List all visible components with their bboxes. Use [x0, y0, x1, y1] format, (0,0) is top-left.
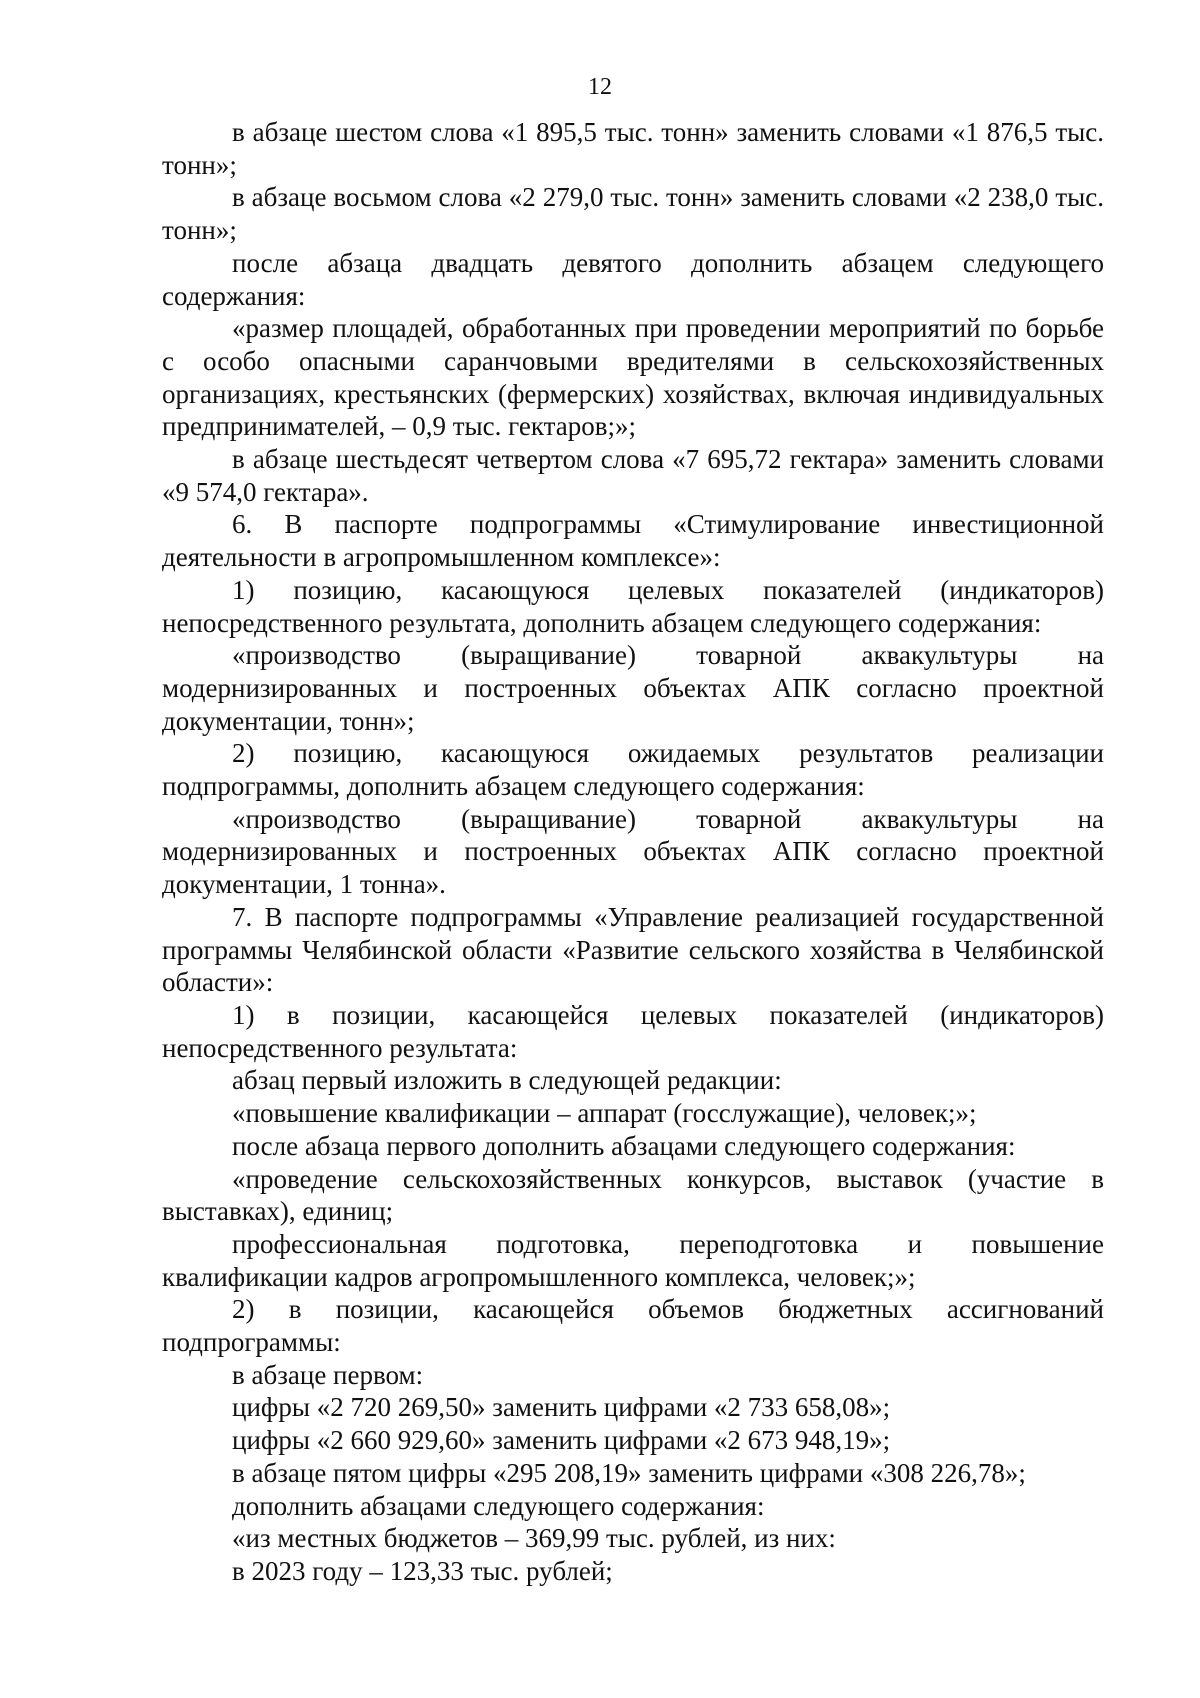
paragraph: абзац первый изложить в следующей редакции:	[232, 1065, 782, 1096]
paragraph: «из местных бюджетов – 369,99 тыс. рублей, из них:	[232, 1523, 836, 1554]
paragraph: после абзаца двадцать девятого дополнить абзацем следующего содержания:	[162, 247, 1104, 311]
paragraph: цифры «2 660 929,60» заменить цифрами «2 673 948,19»;	[232, 1425, 891, 1456]
document-body	[162, 116, 1104, 1588]
paragraph: дополнить абзацами следующего содержания:	[232, 1490, 765, 1521]
paragraph: 1) в позиции, касающейся целевых показателей (индикаторов) непосредственного результата:	[162, 999, 1104, 1063]
paragraph: «повышение квалификации – аппарат (госслужащие), человек;»;	[232, 1098, 977, 1129]
paragraph: 1) позицию, касающуюся целевых показателей (индикаторов) непосредственного результата, дополнить абзацем следующего содержания:	[162, 574, 1104, 638]
paragraph: 2) позицию, касающуюся ожидаемых результатов реализации подпрограммы, дополнить абзацем следующего содержания:	[162, 738, 1104, 802]
paragraph: профессиональная подготовка, переподготовка и повышение квалификации кадров агропромышленного комплекса, человек;»;	[162, 1228, 1104, 1292]
paragraph: 7. В паспорте подпрограммы «Управление реализацией государственной программы Челябинской области «Развитие сельского хозяйства в Челябинской области»:	[162, 901, 1104, 998]
paragraph: в абзаце восьмом слова «2 279,0 тыс. тонн» заменить словами «2 238,0 тыс. тонн»;	[162, 182, 1104, 246]
paragraph: цифры «2 720 269,50» заменить цифрами «2 733 658,08»;	[232, 1392, 891, 1423]
paragraph: в абзаце шестом слова «1 895,5 тыс. тонн» заменить словами «1 876,5 тыс. тонн»;	[162, 117, 1104, 180]
paragraph: «размер площадей, обработанных при проведении мероприятий по борьбе с особо опасными саранчовыми вредителями в сельскохозяйственных организациях, крестьянских (фермерских) хозяйствах, включая индивидуальных предпринимателей, – 0,9 тыс. гектаров;»;	[162, 313, 1104, 442]
paragraph: «производство (выращивание) товарной аквакультуры на модернизированных и построенных объектах АПК согласно проектной документации, 1 тонна».	[162, 803, 1104, 900]
paragraph: 2) в позиции, касающейся объемов бюджетных ассигнований подпрограммы:	[162, 1294, 1104, 1358]
paragraph: после абзаца первого дополнить абзацами следующего содержания:	[232, 1130, 1016, 1161]
paragraph: в 2023 году – 123,33 тыс. рублей;	[232, 1555, 613, 1586]
paragraph: «производство (выращивание) товарной аквакультуры на модернизированных и построенных объектах АПК согласно проектной документации, тонн»;	[162, 640, 1104, 736]
paragraph: «проведение сельскохозяйственных конкурсов, выставок (участие в выставках), единиц;	[162, 1163, 1104, 1227]
paragraph: в абзаце первом:	[232, 1359, 424, 1390]
paragraph: в абзаце пятом цифры «295 208,19» заменить цифрами «308 226,78»;	[232, 1457, 1026, 1488]
paragraph: в абзаце шестьдесят четвертом слова «7 695,72 гектара» заменить словами «9 574,0 гектара».	[162, 444, 1104, 507]
paragraph: 6. В паспорте подпрограммы «Стимулирование инвестиционной деятельности в агропромышленном комплексе»:	[162, 509, 1104, 573]
page-number: 12	[588, 74, 612, 100]
